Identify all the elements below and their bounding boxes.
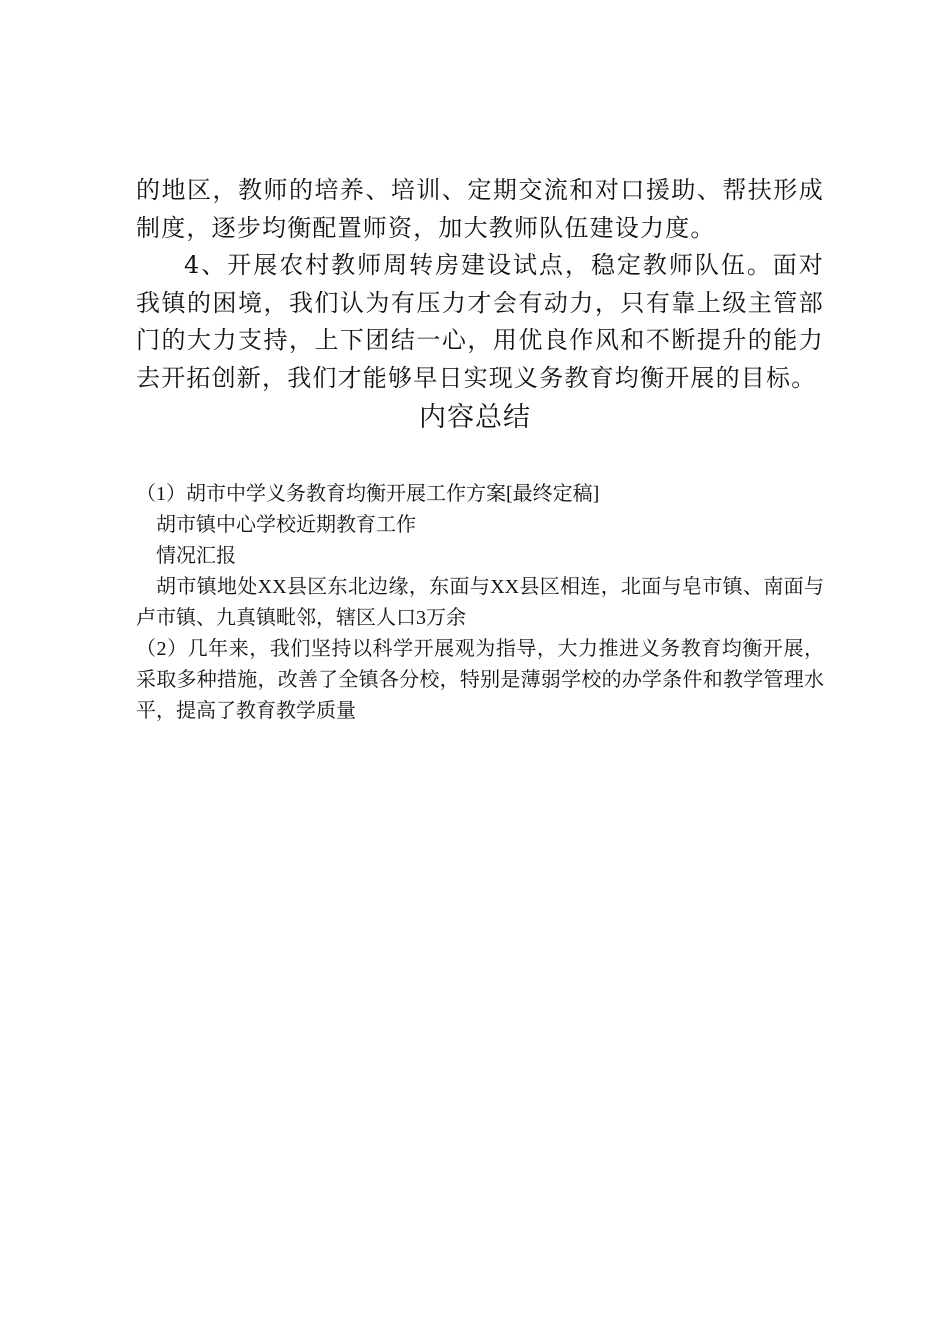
- summary-subline: 胡市镇中心学校近期教育工作: [156, 514, 416, 536]
- summary-item-2: （2）几年来，我们坚持以科学开展观为指导，大力推进义务教育均衡开展，采取多种措施，改善了全镇各分校，特别是薄弱学校的办学条件和教学管理水平，提高了教育教学质量: [136, 638, 824, 722]
- summary-title: 内容总结: [419, 402, 531, 433]
- summary-item-1: （1）胡市中学义务教育均衡开展工作方案[最终定稿]: [136, 483, 600, 505]
- summary-subline: 胡市镇地处XX县区东北边缘，东面与XX县区相连，北面与皂市镇、南面与卢市镇、九真镇毗邻，辖区人口3万余: [136, 576, 824, 629]
- body-paragraph: 的地区，教师的培养、培训、定期交流和对口援助、帮扶形成制度，逐步均衡配置师资，加大教师队伍建设力度。: [136, 176, 824, 242]
- body-text: [136, 172, 824, 397]
- body-paragraph: 4、开展农村教师周转房建设试点，稳定教师队伍。面对我镇的困境，我们认为有压力才会有动力，只有靠上级主管部门的大力支持，上下团结一心，用优良作风和不断提升的能力去开拓创新，我们才能够早日实现义务教育均衡开展的目标。: [136, 251, 824, 392]
- summary-section: [136, 479, 824, 727]
- summary-subline: 情况汇报: [156, 545, 236, 567]
